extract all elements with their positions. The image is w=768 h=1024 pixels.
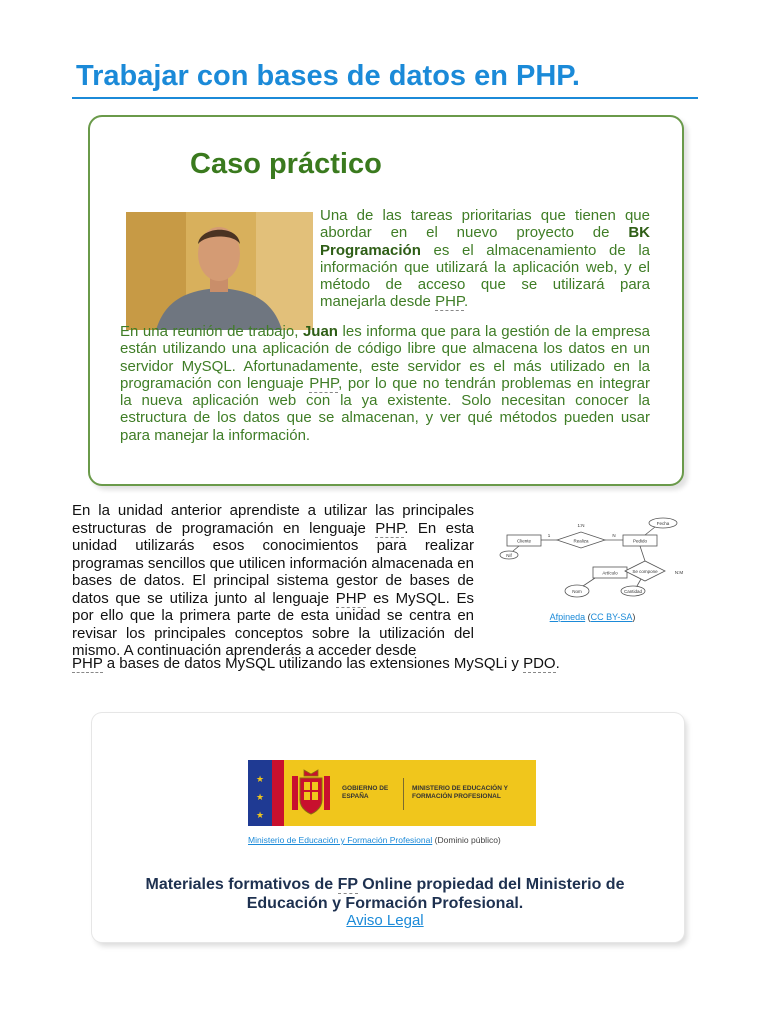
person-name: Juan	[302, 323, 338, 340]
abbr-php[interactable]: PHP	[435, 293, 464, 311]
project-name: BK Programación	[320, 224, 650, 259]
license-link[interactable]: CC BY-SA	[590, 612, 633, 622]
eu-flag-icon	[248, 760, 272, 826]
author-link[interactable]: Afpineda	[549, 612, 586, 622]
diagram-entity-articulo: Artículo	[602, 570, 618, 576]
diagram-card-1n: 1:N	[577, 523, 585, 528]
gov-spain-label: GOBIERNO DE ESPAÑA	[342, 785, 389, 800]
logo-divider	[403, 778, 404, 810]
er-diagram	[495, 515, 690, 610]
case-paragraph-1: Una de las tareas prioritarias que tienen que abordar en el nuevo proyecto de BK Programación es el almacenamiento de la información que utilizará la aplicación web, y el método de acceso que se utilizará para manejarla desde PHP.	[320, 207, 650, 311]
intro-paragraph: En la unidad anterior aprendiste a utilizar las principales estructuras de programación en lenguaje PHP. En esta unidad utilizarás esos conocimientos para realizar programas sencillos que utilicen información almacenada en bases de datos. El principal sistema gestor de bases de datos que se utiliza junto al lenguaje PHP es MySQL. Es por ello que la primera parte de esta unidad se centra en revisar los principales conceptos sobre la utilización del mismo. A continuación aprenderás a acceder desde	[72, 502, 475, 659]
diagram-entity-cliente: Cliente	[516, 538, 532, 544]
logo-caption: Ministerio de Educación y Formación Profesional (Dominio público)	[248, 835, 501, 845]
case-paragraph-2: En una reunión de trabajo, Juan les informa que para la gestión de la empresa están utilizando una aplicación de código libre que almacena los datos en un servidor MySQL. Afortunadamente, este servidor es el más utilizado en la programación con lenguaje PHP, por lo que no tendrán problemas en integrar la nueva aplicación web con la ya existente. Solo necesitan conocer la estructura de los datos que se almacenan, y ver qué métodos pueden usar para manejar la información.	[120, 323, 651, 444]
person-photo	[126, 212, 313, 330]
diagram-card-n: N	[612, 533, 616, 538]
abbr-php[interactable]: PHP	[335, 589, 367, 607]
abbr-php[interactable]: PHP	[375, 519, 405, 537]
title-underline	[72, 97, 698, 99]
coat-of-arms-icon	[290, 768, 332, 818]
flag-band	[272, 760, 284, 826]
diagram-entity-pedido: Pedido	[632, 538, 648, 544]
diagram-attr-cantidad: Cantidad	[623, 589, 643, 594]
abbr-php[interactable]: PHP	[309, 374, 339, 392]
abbr-pdo[interactable]: PDO	[523, 655, 556, 672]
legal-notice-link-wrapper	[110, 912, 660, 929]
ministry-link[interactable]: Ministerio de Educación y Formación Profesional	[248, 835, 433, 845]
diagram-card-nm: N:M	[674, 570, 684, 575]
diagram-card-1: 1	[547, 533, 551, 538]
abbr-fp[interactable]: FP	[337, 876, 358, 893]
intro-paragraph-end: PHP a bases de datos MySQL utilizando las extensiones MySQLi y PDO.	[72, 655, 560, 672]
case-study-title: Caso práctico	[190, 148, 382, 180]
ministry-label: MINISTERIO DE EDUCACIÓN Y FORMACIÓN PROFESIONAL	[412, 785, 508, 800]
footer-title: Materiales formativos de FP Online propiedad del Ministerio de Educación y Formación Profesional.	[145, 876, 625, 912]
diagram-attr-fecha: Fecha	[656, 521, 670, 526]
diagram-credit: Afpineda (CC BY-SA)	[549, 612, 636, 622]
diagram-relation-realiza: Realiza	[573, 538, 589, 544]
svg-text:★: ★	[255, 774, 265, 784]
svg-text:★: ★	[255, 810, 265, 820]
svg-text:★: ★	[255, 792, 265, 802]
legal-notice-link[interactable]: Aviso Legal	[346, 912, 424, 929]
page-title: Trabajar con bases de datos en PHP.	[76, 60, 580, 92]
diagram-attr-nif: Nif	[506, 553, 512, 558]
diagram-relation-se-compone: Se compone	[632, 569, 658, 574]
abbr-php[interactable]: PHP	[72, 655, 103, 672]
diagram-attr-nom: Nom	[572, 589, 582, 594]
